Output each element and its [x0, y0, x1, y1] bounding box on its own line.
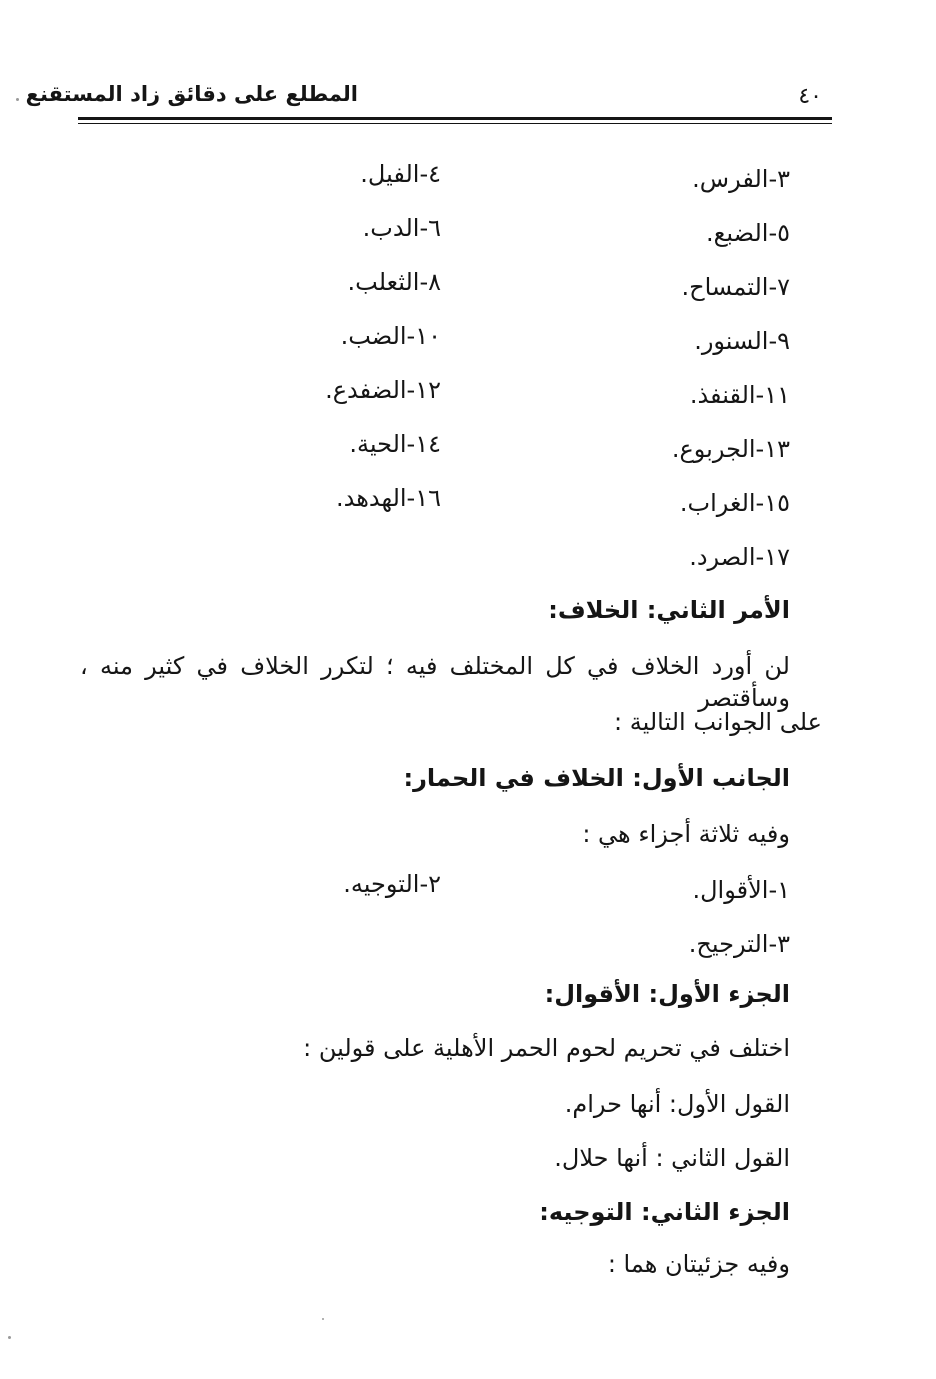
page-header	[25, 82, 832, 114]
paragraph-line: وفيه جزئيتان هما :	[607, 1250, 790, 1278]
scan-speck	[16, 98, 19, 101]
list-item: ٩-السنور.	[694, 327, 790, 355]
list-item: ٧-التمساح.	[681, 273, 790, 301]
scan-speck	[322, 1318, 324, 1320]
list-item: ٢-التوجيه.	[343, 870, 441, 898]
list-item: ١-الأقوال.	[692, 876, 790, 904]
list-item: ١١-القنفذ.	[689, 381, 790, 409]
paragraph-line: القول الثاني : أنها حلال.	[554, 1144, 790, 1172]
scan-speck	[8, 1336, 11, 1339]
list-item: ١٦-الهدهد.	[336, 484, 441, 512]
paragraph-line: لن أورد الخلاف في كل المختلف فيه ؛ لتكرر الخلاف في كثير منه ، وسأقتصر	[80, 652, 790, 712]
list-item: ١٠-الضب.	[340, 322, 441, 350]
list-item: ١٧-الصرد.	[689, 543, 790, 571]
list-item: ٣-الفرس.	[692, 165, 790, 193]
section-heading-first-aspect: الجانب الأول: الخلاف في الحمار:	[403, 764, 790, 792]
list-item: ١٥-الغراب.	[679, 489, 790, 517]
list-item: ٦-الدب.	[362, 214, 441, 242]
paragraph-line: اختلف في تحريم لحوم الحمر الأهلية على قولين :	[303, 1034, 790, 1062]
running-title: المطلع على دقائق زاد المستقنع	[25, 82, 358, 106]
subsection-heading-part-one: الجزء الأول: الأقوال:	[544, 980, 790, 1008]
list-item: ٣-الترجيح.	[688, 930, 790, 958]
paragraph-line: على الجوانب التالية :	[614, 708, 822, 736]
list-item: ١٤-الحية.	[349, 430, 441, 458]
list-item: ١٢-الضفدع.	[325, 376, 441, 404]
paragraph-line: القول الأول: أنها حرام.	[564, 1090, 790, 1118]
paragraph-line: وفيه ثلاثة أجزاء هي :	[582, 820, 790, 848]
list-item: ١٣-الجربوع.	[671, 435, 790, 463]
section-heading-second-matter: الأمر الثاني: الخلاف:	[548, 596, 790, 624]
page-number: ٤٠	[798, 84, 822, 109]
list-item: ٤-الفيل.	[360, 160, 441, 188]
header-rule-thin	[78, 123, 832, 124]
header-rule-thick	[78, 117, 832, 120]
list-item: ٨-الثعلب.	[347, 268, 441, 296]
subsection-heading-part-two: الجزء الثاني: التوجيه:	[539, 1198, 790, 1226]
list-item: ٥-الضبع.	[706, 219, 790, 247]
